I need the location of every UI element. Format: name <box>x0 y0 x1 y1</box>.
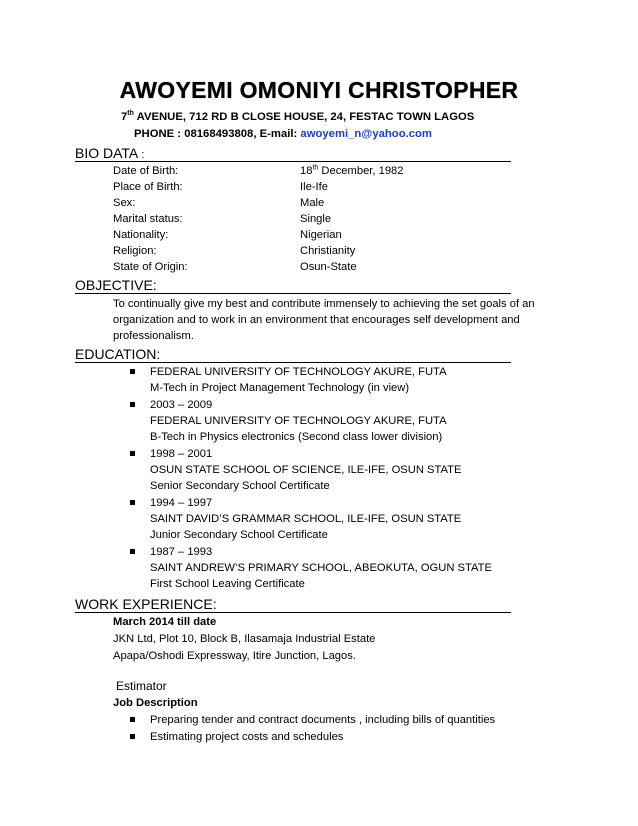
bio-data-title: BIO DATA <box>75 145 139 161</box>
address-ordinal: th <box>127 110 134 118</box>
bullet-icon <box>130 717 135 722</box>
objective-line: To continually give my best and contribute immensely to achieving the set goals of an <box>113 298 535 310</box>
job-role: Estimator <box>116 679 167 693</box>
education-line: FEDERAL UNIVERSITY OF TECHNOLOGY AKURE, FUTA <box>150 366 447 378</box>
bio-label-marital: Marital status: <box>113 213 183 225</box>
bullet-icon <box>130 402 135 407</box>
address-rest: AVENUE, 712 RD B CLOSE HOUSE, 24, FESTAC TOWN LAGOS <box>133 111 475 123</box>
education-heading: EDUCATION: <box>75 346 511 363</box>
education-line: M-Tech in Project Management Technology (in view) <box>150 382 410 394</box>
bio-label-dob: Date of Birth: <box>113 165 179 177</box>
bio-value-sex: Male <box>300 197 325 209</box>
bio-label-state: State of Origin: <box>113 261 188 273</box>
company-line: Apapa/Oshodi Expressway, Itire Junction, Lagos. <box>113 650 356 662</box>
bullet-icon <box>130 500 135 505</box>
duty-item: Estimating project costs and schedules <box>150 731 344 743</box>
education-line: Senior Secondary School Certificate <box>150 480 330 492</box>
bullet-icon <box>130 549 135 554</box>
education-line: B-Tech in Physics electronics (Second class lower division) <box>150 431 443 443</box>
education-line: 1987 – 1993 <box>150 546 213 558</box>
job-description-title: Job Description <box>113 697 198 709</box>
bullet-icon <box>130 734 135 739</box>
education-line: Junior Secondary School Certificate <box>150 529 328 541</box>
bio-label-pob: Place of Birth: <box>113 181 183 193</box>
bio-label-religion: Religion: <box>113 245 157 257</box>
dob-ordinal: th <box>312 164 319 172</box>
education-line: FEDERAL UNIVERSITY OF TECHNOLOGY AKURE, FUTA <box>150 415 447 427</box>
objective-heading: OBJECTIVE: <box>75 277 511 294</box>
dob-rest: December, 1982 <box>318 165 404 177</box>
contact-line <box>134 128 432 140</box>
bio-value-marital: Single <box>300 213 332 225</box>
objective-line: organization and to work in an environment that encourages self development and <box>113 314 520 326</box>
address-line <box>121 111 474 123</box>
duty-item: Preparing tender and contract documents , including bills of quantities <box>150 714 496 726</box>
education-line: 2003 – 2009 <box>150 399 213 411</box>
objective-line: professionalism. <box>113 330 194 342</box>
education-line: 1994 – 1997 <box>150 497 213 509</box>
education-line: SAINT DAVID’S GRAMMAR SCHOOL, ILE-IFE, OSUN STATE <box>150 513 462 525</box>
dob-day: 18 <box>300 165 313 177</box>
email-link[interactable]: awoyemi_n@yahoo.com <box>300 128 432 140</box>
phone-text: PHONE : 08168493808, E-mail: <box>134 128 301 140</box>
address-number: 7 <box>121 111 128 123</box>
education-line: SAINT ANDREW’S PRIMARY SCHOOL, ABEOKUTA, OGUN STATE <box>150 562 492 574</box>
work-experience-heading: WORK EXPERIENCE: <box>75 596 511 613</box>
bio-label-sex: Sex: <box>113 197 136 209</box>
applicant-name: AWOYEMI OMONIYI CHRISTOPHER <box>119 77 519 103</box>
bio-label-nationality: Nationality: <box>113 229 169 241</box>
education-line: First School Leaving Certificate <box>150 578 305 590</box>
bio-value-pob: Ile-Ife <box>300 181 328 193</box>
bio-value-nationality: Nigerian <box>300 229 342 241</box>
bio-data-heading <box>75 145 511 162</box>
bio-value-religion: Christianity <box>300 245 356 257</box>
bio-value-state: Osun-State <box>300 261 357 273</box>
company-line: JKN Ltd, Plot 10, Block B, Ilasamaja Industrial Estate <box>113 633 376 645</box>
education-line: OSUN STATE SCHOOL OF SCIENCE, ILE-IFE, OSUN STATE <box>150 464 462 476</box>
bullet-icon <box>130 451 135 456</box>
work-period: March 2014 till date <box>113 616 217 628</box>
education-line: 1998 – 2001 <box>150 448 213 460</box>
bio-value-dob <box>300 163 404 179</box>
bio-data-colon: : <box>138 149 145 161</box>
bullet-icon <box>130 369 135 374</box>
